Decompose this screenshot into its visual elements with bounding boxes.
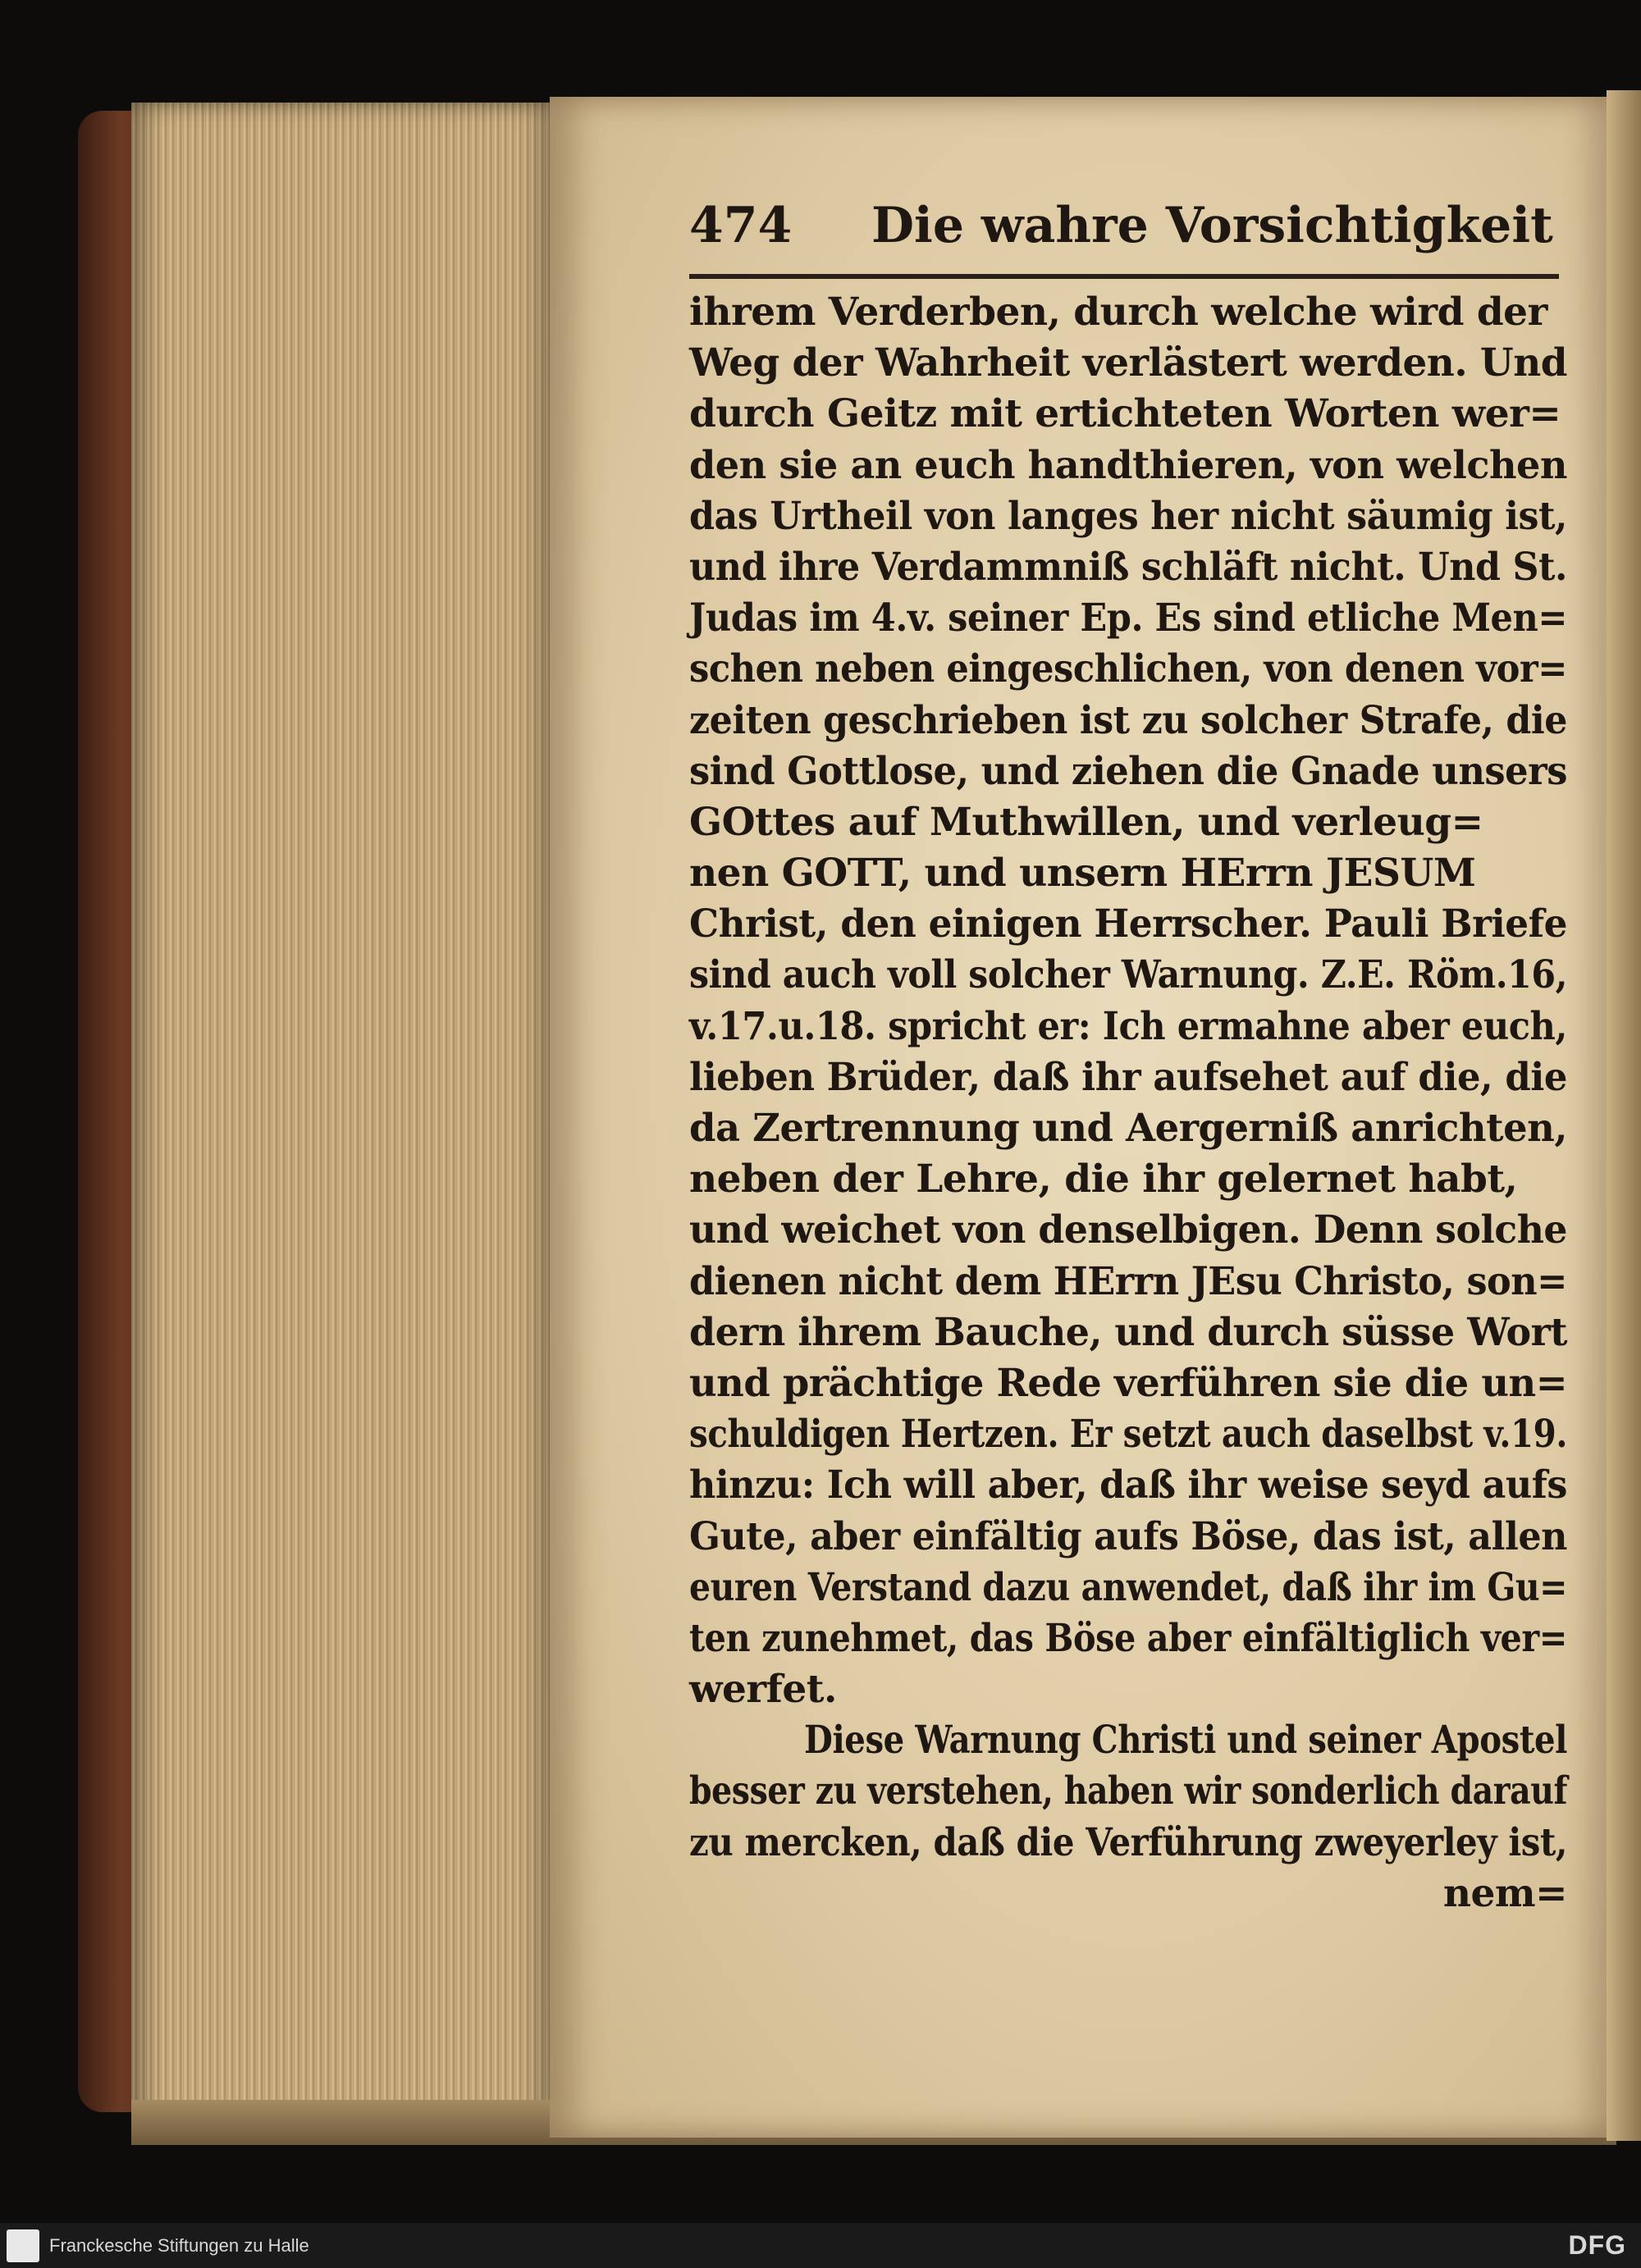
text-line: schen neben eingeschlichen, von denen vor= bbox=[689, 646, 1567, 692]
header-rule bbox=[689, 274, 1559, 279]
text-line: Diese Warnung Christi und seiner Apostel bbox=[804, 1718, 1567, 1764]
text-line: durch Geitz mit ertichteten Worten wer= bbox=[689, 391, 1561, 437]
text-line: Gute, aber einfältig aufs Böse, das ist, allen bbox=[689, 1513, 1567, 1559]
text-line: und weichet von denselbigen. Denn solche bbox=[689, 1207, 1567, 1253]
page-header bbox=[689, 187, 1567, 261]
text-line: zeiten geschrieben ist zu solcher Strafe, die bbox=[689, 697, 1567, 743]
text-line: zu mercken, daß die Verführung zweyerley ist, bbox=[689, 1819, 1567, 1865]
text-line: ten zunehmet, das Böse aber einfältiglich ver= bbox=[689, 1615, 1567, 1661]
text-line: werfet. bbox=[689, 1667, 837, 1713]
text-line: dern ihrem Bauche, und durch süsse Wort bbox=[689, 1309, 1567, 1355]
text-line: sind auch voll solcher Warnung. Z.E. Röm.16, bbox=[689, 952, 1567, 998]
footer-bar bbox=[0, 2223, 1641, 2268]
text-line: neben der Lehre, die ihr gelernet habt, bbox=[689, 1157, 1518, 1202]
text-line: ihrem Verderben, durch welche wird der bbox=[689, 290, 1547, 335]
text-line: lieben Brüder, daß ihr aufsehet auf die, die bbox=[689, 1054, 1567, 1100]
text-line: den sie an euch handthieren, von welchen bbox=[689, 442, 1567, 488]
text-line: Christ, den einigen Herrscher. Pauli Briefe bbox=[689, 901, 1567, 947]
text-line: euren Verstand dazu anwendet, daß ihr im Gu= bbox=[689, 1564, 1567, 1610]
text-line: dienen nicht dem HErrn JEsu Christo, son= bbox=[689, 1258, 1567, 1304]
page-edges bbox=[131, 103, 558, 2137]
text-line: GOttes auf Muthwillen, und verleug= bbox=[689, 799, 1483, 845]
dfg-logo: DFG bbox=[1568, 2230, 1626, 2260]
text-line: besser zu verstehen, haben wir sonderlich darauf bbox=[689, 1768, 1567, 1814]
running-title: Die wahre Vorsichtigkeit bbox=[871, 197, 1553, 254]
catchword: nem= bbox=[1442, 1870, 1567, 1916]
text-line: sind Gottlose, und ziehen die Gnade unsers bbox=[689, 748, 1567, 794]
text-line: da Zertrennung und Aergerniß anrichten, bbox=[689, 1106, 1567, 1151]
text-line: v.17.u.18. spricht er: Ich ermahne aber euch, bbox=[689, 1003, 1567, 1049]
text-line: Weg der Wahrheit verlästert werden. Und bbox=[689, 340, 1567, 386]
franckesche-stiftungen-logo-icon bbox=[7, 2229, 39, 2262]
text-line: und prächtige Rede verführen sie die un= bbox=[689, 1360, 1567, 1406]
text-line: das Urtheil von langes her nicht säumig ist, bbox=[689, 493, 1567, 539]
text-line: Judas im 4.v. seiner Ep. Es sind etliche Men= bbox=[689, 596, 1567, 641]
page-edge-right bbox=[1607, 90, 1641, 2141]
text-line: hinzu: Ich will aber, daß ihr weise seyd aufs bbox=[689, 1463, 1567, 1508]
text-line: schuldigen Hertzen. Er setzt auch daselbst v.19. bbox=[689, 1412, 1567, 1458]
page-number: 474 bbox=[689, 197, 793, 254]
text-line: und ihre Verdammniß schläft nicht. Und St. bbox=[689, 544, 1567, 590]
text-line: nen GOTT, und unsern HErrn JESUM bbox=[689, 851, 1476, 897]
body-text bbox=[689, 287, 1567, 1919]
footer-institution: Franckesche Stiftungen zu Halle bbox=[49, 2235, 309, 2256]
